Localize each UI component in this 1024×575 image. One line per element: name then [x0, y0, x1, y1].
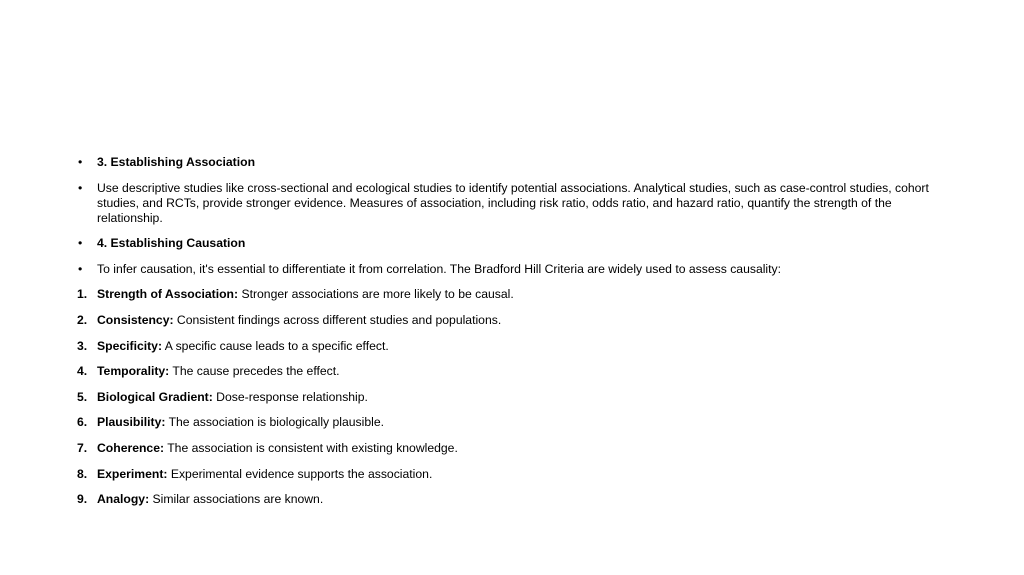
criterion-text	[97, 415, 947, 430]
criterion-text	[97, 313, 947, 328]
criterion-term: Biological Gradient:	[97, 389, 213, 404]
bullet-text	[97, 236, 947, 251]
criterion-description: Consistent findings across different studies and populations.	[173, 312, 502, 327]
bullet-item-heading-causation	[77, 236, 947, 251]
criterion-item	[77, 287, 947, 302]
criterion-term: Strength of Association:	[97, 287, 239, 302]
criterion-number: 1.	[77, 287, 88, 302]
criterion-item	[77, 441, 947, 456]
criterion-term: Coherence:	[97, 440, 165, 455]
bullet-heading: 3. Establishing Association	[97, 155, 256, 169]
criterion-number: 8.	[77, 466, 88, 481]
bullet-text	[97, 155, 947, 170]
criterion-item	[77, 339, 947, 354]
criterion-description: A specific cause leads to a specific effect.	[162, 338, 389, 353]
criterion-term: Consistency:	[97, 312, 174, 327]
bullet-text: To infer causation, it's essential to differentiate it from correlation. The Bradford Hill Criteria are widely used to assess causality:	[97, 261, 782, 276]
criterion-text	[97, 390, 947, 405]
criterion-text	[97, 339, 947, 354]
criterion-text	[97, 287, 947, 302]
bullet-item-causation-intro	[77, 262, 947, 277]
criterion-description: Similar associations are known.	[149, 492, 324, 507]
criterion-description: Stronger associations are more likely to be causal.	[238, 287, 514, 302]
criterion-item	[77, 390, 947, 405]
criterion-number: 2.	[77, 312, 88, 327]
slide-body	[77, 155, 947, 518]
bullet-marker: •	[78, 261, 83, 276]
criterion-number: 4.	[77, 364, 88, 379]
criterion-number: 9.	[77, 492, 88, 507]
bullet-item-heading-association	[77, 155, 947, 170]
criterion-text	[97, 441, 947, 456]
bullet-marker: •	[78, 155, 83, 169]
bullet-marker: •	[78, 180, 83, 195]
criterion-number: 5.	[77, 389, 88, 404]
criterion-text	[97, 364, 947, 379]
criterion-description: Dose-response relationship.	[212, 389, 368, 404]
criterion-number: 6.	[77, 415, 88, 430]
bullet-item-association-methods	[77, 181, 947, 226]
criterion-term: Specificity:	[97, 338, 163, 353]
criterion-number: 3.	[77, 338, 88, 353]
criterion-term: Analogy:	[97, 492, 150, 507]
criterion-item	[77, 492, 947, 507]
criterion-item	[77, 467, 947, 482]
criterion-description: Experimental evidence supports the association.	[167, 466, 433, 481]
bullet-heading: 4. Establishing Causation	[97, 236, 246, 251]
criterion-item	[77, 364, 947, 379]
criterion-description: The association is consistent with existing knowledge.	[164, 440, 458, 455]
criterion-description: The cause precedes the effect.	[169, 364, 340, 379]
criterion-term: Experiment:	[97, 466, 168, 481]
criterion-term: Temporality:	[97, 364, 170, 379]
criterion-item	[77, 313, 947, 328]
bullet-marker: •	[78, 236, 83, 251]
criterion-text	[97, 467, 947, 482]
criterion-term: Plausibility:	[97, 415, 166, 430]
criterion-number: 7.	[77, 440, 88, 455]
bullet-text: Use descriptive studies like cross-sectional and ecological studies to identify potential associations. Analytical studies, such as case-control studies, cohort studies, and RCTs, provide stronger evidence. Measures of association, including risk ratio, odds ratio, and hazard ratio, quantify the strength of the relationship.	[97, 180, 929, 225]
criterion-text	[97, 492, 947, 507]
criterion-item	[77, 415, 947, 430]
criterion-description: The association is biologically plausible.	[165, 415, 385, 430]
